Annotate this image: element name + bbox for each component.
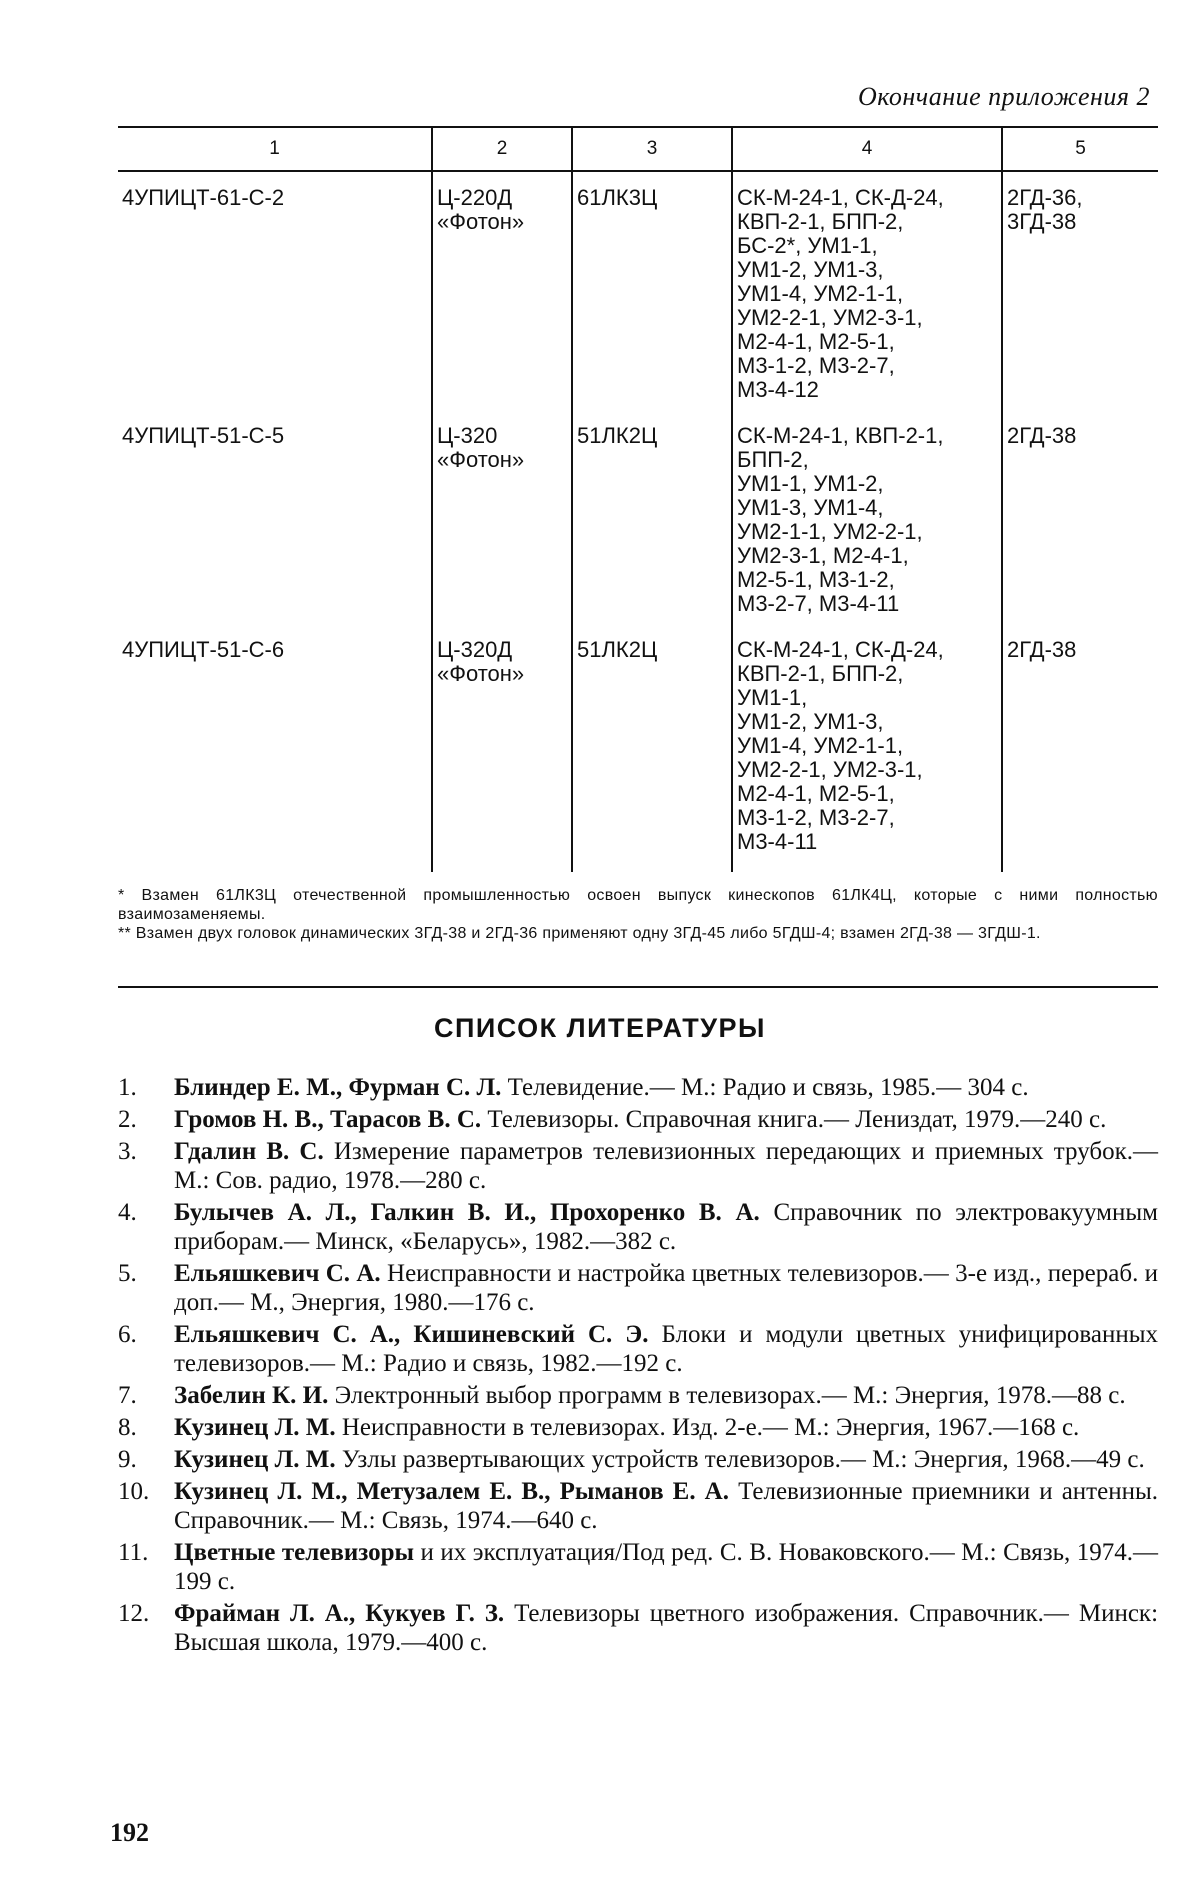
item-text: Блоки и модули цветных унифицированных телевизоров.— М.: Радио и связь, 1982.—192 с. (174, 1321, 1158, 1377)
continuation-title: Окончание приложения 2 (858, 82, 1150, 112)
modules-cell: СК-М-24-1, КВП-2-1, БПП-2, УМ1-1, УМ1-2, УМ1-3, УМ1-4, УМ2-1-1, УМ2-2-1, УМ2-3-1, М2-4-1, М2-5-1, М3-1-2, М3-2-7, М3-4-11 (732, 420, 1002, 634)
item-text: Телевидение.— М.: Радио и связь, 1985.— 304 с. (508, 1074, 1029, 1101)
item-text: Телевизионные приемники и антенны. Справочник.— М.: Связь, 1974.—640 с. (174, 1478, 1158, 1534)
item-number: 12. (118, 1599, 149, 1628)
item-number: 1. (118, 1073, 137, 1102)
item-number: 8. (118, 1413, 137, 1442)
footnote: * Взамен 61ЛК3Ц отечественной промышленностью освоен выпуск кинескопов 61ЛК4Ц, которые с ними полностью взаимозаменяемы. (118, 886, 1158, 924)
column-header: 2 (432, 127, 572, 171)
item-number: 7. (118, 1381, 137, 1410)
table-footnotes (118, 886, 1158, 943)
table-row (118, 171, 1158, 420)
speakers-cell: 2ГД-36, 3ГД-38 (1002, 171, 1158, 420)
item-authors: Гдалин В. С. (174, 1138, 324, 1165)
footnote: ** Взамен двух головок динамических 3ГД-38 и 2ГД-36 применяют одну 3ГД-45 либо 5ГДШ-4; взамен 2ГД-38 — 3ГДШ-1. (118, 924, 1158, 943)
modules-cell: СК-М-24-1, СК-Д-24, КВП-2-1, БПП-2, БС-2*, УМ1-1, УМ1-2, УМ1-3, УМ1-4, УМ2-1-1, УМ2-2-1, УМ2-3-1, М2-4-1, М2-5-1, М3-1-2, М3-2-7, М3-4-12 (732, 171, 1002, 420)
page-number: 192 (110, 1818, 149, 1848)
item-authors: Ельяшкевич С. А., Кишиневский С. Э. (174, 1321, 649, 1348)
item-authors: Кузинец Л. М., Метузалем Е. В., Рыманов Е. А. (174, 1478, 729, 1505)
appendix-table-wrapper (118, 126, 1158, 872)
list-item (118, 1073, 1158, 1102)
column-header: 1 (118, 127, 432, 171)
item-number: 5. (118, 1259, 137, 1288)
item-authors: Ельяшкевич С. А. (174, 1260, 381, 1287)
column-header: 4 (732, 127, 1002, 171)
item-number: 6. (118, 1320, 137, 1349)
item-authors: Булычев А. Л., Галкин В. И., Прохоренко В. А. (174, 1199, 760, 1226)
table-header-row (118, 127, 1158, 171)
item-text: Измерение параметров телевизионных передающих и приемных трубок.— М.: Сов. радио, 1978.—280 с. (174, 1138, 1158, 1194)
list-item (118, 1137, 1158, 1195)
item-text: Узлы развертывающих устройств телевизоров.— М.: Энергия, 1968.—49 с. (342, 1446, 1145, 1473)
table-row (118, 420, 1158, 634)
item-number: 10. (118, 1477, 149, 1506)
model-cell: 4УПИЦТ-61-С-2 (118, 171, 432, 420)
chassis-cell: Ц-320 «Фотон» (432, 420, 572, 634)
item-number: 11. (118, 1538, 148, 1567)
section-divider (118, 986, 1158, 988)
item-number: 2. (118, 1105, 137, 1134)
appendix-table (118, 126, 1158, 872)
speakers-cell: 2ГД-38 (1002, 634, 1158, 872)
list-item (118, 1413, 1158, 1442)
list-item (118, 1198, 1158, 1256)
item-text: Телевизоры цветного изображения. Справочник.— Минск: Высшая школа, 1979.—400 с. (174, 1600, 1158, 1656)
model-cell: 4УПИЦТ-51-С-6 (118, 634, 432, 872)
item-text: Электронный выбор программ в телевизорах.— М.: Энергия, 1978.—88 с. (335, 1382, 1126, 1409)
item-authors: Громов Н. В., Тарасов В. С. (174, 1106, 481, 1133)
list-item (118, 1381, 1158, 1410)
item-text: и их эксплуатация/Под ред. С. В. Новаковского.— М.: Связь, 1974.—199 с. (174, 1539, 1158, 1595)
document-page (0, 0, 1200, 1889)
item-authors: Цветные телевизоры (174, 1539, 414, 1566)
speakers-cell: 2ГД-38 (1002, 420, 1158, 634)
bibliography-title: СПИСОК ЛИТЕРАТУРЫ (0, 1013, 1200, 1044)
list-item (118, 1320, 1158, 1378)
item-number: 4. (118, 1198, 137, 1227)
item-text: Телевизоры. Справочная книга.— Лениздат, 1979.—240 с. (487, 1106, 1106, 1133)
chassis-cell: Ц-320Д «Фотон» (432, 634, 572, 872)
list-item (118, 1445, 1158, 1474)
list-item (118, 1259, 1158, 1317)
list-item (118, 1477, 1158, 1535)
list-item (118, 1105, 1158, 1134)
list-item (118, 1538, 1158, 1596)
tube-cell: 51ЛК2Ц (572, 420, 732, 634)
item-authors: Фрайман Л. А., Кукуев Г. З. (174, 1600, 504, 1627)
table-row (118, 634, 1158, 872)
column-header: 3 (572, 127, 732, 171)
modules-cell: СК-М-24-1, СК-Д-24, КВП-2-1, БПП-2, УМ1-1, УМ1-2, УМ1-3, УМ1-4, УМ2-1-1, УМ2-2-1, УМ2-3-1, М2-4-1, М2-5-1, М3-1-2, М3-2-7, М3-4-11 (732, 634, 1002, 872)
item-number: 9. (118, 1445, 137, 1474)
column-header: 5 (1002, 127, 1158, 171)
item-authors: Кузинец Л. М. (174, 1414, 336, 1441)
bibliography-list (118, 1073, 1158, 1660)
item-authors: Кузинец Л. М. (174, 1446, 336, 1473)
list-item (118, 1599, 1158, 1657)
item-text: Справочник по электровакуумным приборам.— Минск, «Беларусь», 1982.—382 с. (174, 1199, 1158, 1255)
tube-cell: 51ЛК2Ц (572, 634, 732, 872)
item-authors: Забелин К. И. (174, 1382, 328, 1409)
chassis-cell: Ц-220Д «Фотон» (432, 171, 572, 420)
item-text: Неисправности в телевизорах. Изд. 2-е.— М.: Энергия, 1967.—168 с. (342, 1414, 1079, 1441)
item-text: Неисправности и настройка цветных телевизоров.— 3-е изд., перераб. и доп.— М., Энергия, 1980.—176 с. (174, 1260, 1158, 1316)
item-authors: Блиндер Е. М., Фурман С. Л. (174, 1074, 501, 1101)
model-cell: 4УПИЦТ-51-С-5 (118, 420, 432, 634)
item-number: 3. (118, 1137, 137, 1166)
tube-cell: 61ЛК3Ц (572, 171, 732, 420)
